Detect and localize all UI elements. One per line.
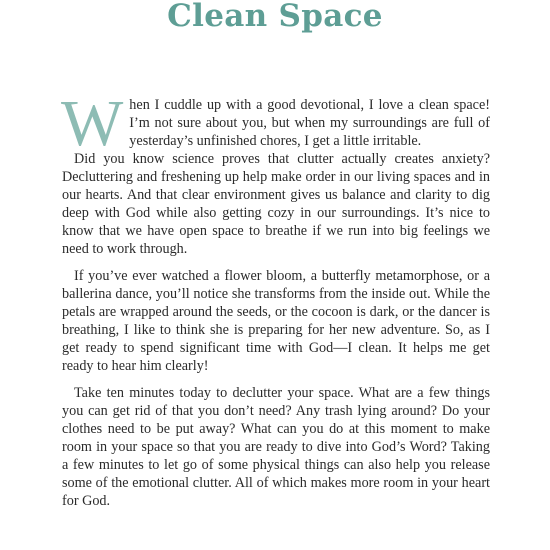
paragraph-1-text: hen I cuddle up with a good devotional, I love a clean space! I’m not sure about you, but when my surroundings are full of yesterday’s unfinished chores, I get a little irritable. (129, 97, 490, 149)
paragraph-2: Did you know science proves that clutter actually creates anxiety? Decluttering and freshening up help make order in our living spaces and in our hearts. And that clear environment gives us balance and clarity to dig deep with God while also getting cozy in our surroundings. It’s nice to know that we have open space to breathe if we run into big feelings we need to work through. (62, 151, 490, 257)
devotional-body (61, 87, 490, 510)
paragraph-1 (61, 87, 490, 160)
drop-cap: W (61, 87, 124, 160)
page-title: Clean Space (167, 0, 383, 34)
paragraph-4: Take ten minutes today to declutter your space. What are a few things you can get rid of that you don’t need? Any trash lying around? Do your clothes need to be put away? What can you do at this moment to make room in your space so that you are ready to dive into God’s Word? Taking a few minutes to let go of some physical things can also help you release some of the emotional clutter. All of which makes more room in your heart for God. (62, 385, 490, 509)
paragraph-3: If you’ve ever watched a flower bloom, a butterfly metamorphose, or a ballerina dance, you’ll notice she transforms from the inside out. While the petals are wrapped around the seeds, or the cocoon is dark, or the dancer is breathing, I like to think she is preparing for her new adventure. So, as I get ready to spend significant time with God—I clean. It helps me get ready to hear him clearly! (62, 268, 490, 374)
